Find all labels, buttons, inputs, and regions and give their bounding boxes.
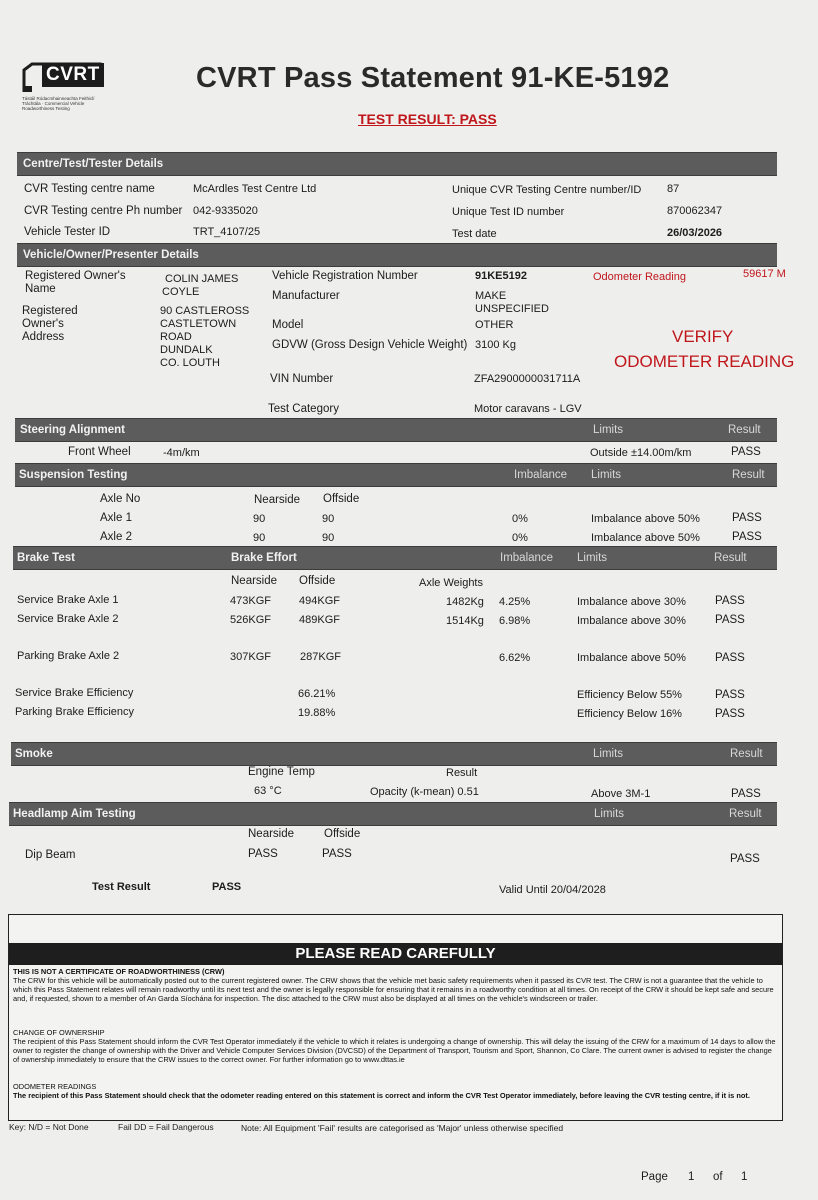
suspension-result: PASS: [732, 531, 762, 543]
address-line-1: 90 CASTLEROSS: [160, 305, 250, 317]
limits-column-label: Limits: [591, 469, 622, 481]
page-label: Page: [641, 1171, 668, 1183]
smoke-result-header: Result: [446, 767, 478, 779]
brake-row-label: Parking Brake Axle 2: [17, 650, 120, 662]
crw-title: THIS IS NOT A CERTIFICATE OF ROADWORTHINESS (CRW): [13, 967, 225, 976]
brake-offside: 489KGF: [299, 614, 340, 626]
logo-text: CVRT: [42, 63, 104, 87]
suspension-imbalance: 0%: [512, 513, 528, 525]
manufacturer-value-1: MAKE: [475, 290, 507, 302]
notice-heading: PLEASE READ CAREFULLY: [9, 943, 782, 965]
crw-text: The CRW for this vehicle will be automatically posted out to the current registered owner. The CRW shows that the vehicle met basic safety requirements when it passed its CVR test. The CRW is not a guarantee that the vehicle to which this Pass Statement relates will remain roadworthy until its next test and the owner is legally responsible for ensuring that it remains in a roadworthy condition at all times. On receipt of the CRW it should be kept safe and secure and, if requested, shown to a member of An Garda Síochána for inspection. The disc attached to the CRW must also be displayed at all times on the vehicle's windscreen or trailer.: [13, 976, 774, 1003]
result-column-label: Result: [732, 469, 765, 481]
page-total: 1: [741, 1171, 748, 1183]
brake-nearside: 307KGF: [230, 651, 271, 663]
notice-box: [8, 914, 783, 1121]
odometer-notice-title: ODOMETER READINGS: [13, 1082, 97, 1091]
section-title: Centre/Test/Tester Details: [23, 158, 164, 170]
address-line-2: CASTLETOWN: [160, 318, 237, 330]
test-id-value: 870062347: [667, 205, 723, 217]
front-wheel-result: PASS: [731, 446, 761, 458]
efficiency-limit: Efficiency Below 16%: [577, 708, 682, 720]
smoke-limit: Above 3M-1: [591, 788, 651, 800]
front-wheel-limit: Outside ±14.00m/km: [590, 447, 692, 459]
section-title: Brake Test: [17, 552, 75, 564]
suspension-offside: 90: [322, 513, 335, 525]
model-value: OTHER: [475, 319, 514, 331]
test-category-label: Test Category: [268, 403, 339, 415]
headlamp-nearside-header: Nearside: [248, 828, 295, 840]
section-bar-centre: [17, 152, 777, 176]
suspension-limit: Imbalance above 50%: [591, 532, 700, 544]
brake-result: PASS: [715, 614, 745, 626]
odometer-value: 59617 M: [743, 268, 786, 280]
limits-column-label: Limits: [594, 808, 625, 820]
address-line-3: ROAD: [160, 331, 192, 343]
gdvw-label: GDVW (Gross Design Vehicle Weight): [272, 339, 468, 351]
key-not-done: Key: N/D = Not Done: [9, 1122, 89, 1132]
logo-subtitle: Tástáil Ródacmhainneachta Feithiclí Tráchtála · Commercial Vehicle Roadworthiness Testing: [22, 96, 95, 111]
owner-name-1: COLIN JAMES: [165, 273, 239, 285]
brake-result: PASS: [715, 652, 745, 664]
address-label-3: Address: [22, 331, 65, 343]
test-result-label: Test Result: [92, 881, 151, 893]
smoke-result: PASS: [731, 788, 761, 800]
nearside-header: Nearside: [254, 494, 301, 506]
brake-nearside-header: Nearside: [231, 575, 278, 587]
brake-offside-header: Offside: [299, 575, 336, 587]
limits-column-label: Limits: [577, 552, 608, 564]
front-wheel-value: -4m/km: [163, 447, 200, 459]
brake-imbalance: 4.25%: [499, 596, 531, 608]
brake-offside: 494KGF: [299, 595, 340, 607]
efficiency-value: 19.88%: [298, 707, 336, 719]
registration-label: Vehicle Registration Number: [272, 270, 418, 282]
test-date-label: Test date: [452, 228, 497, 240]
suspension-axle: Axle 1: [100, 512, 132, 524]
imbalance-column-label: Imbalance: [500, 552, 554, 564]
owner-name-2: COYLE: [162, 286, 200, 298]
valid-until: Valid Until 20/04/2028: [499, 884, 606, 896]
vin-label: VIN Number: [270, 373, 334, 385]
verify-annotation-1: VERIFY: [672, 327, 734, 346]
result-column-label: Result: [730, 748, 763, 760]
cvrt-logo: [22, 60, 106, 111]
dip-beam-result: PASS: [730, 853, 760, 865]
section-bar-brake: [13, 546, 777, 570]
page-of: of: [713, 1171, 723, 1183]
headlamp-offside-header: Offside: [324, 828, 361, 840]
brake-row-label: Service Brake Axle 1: [17, 594, 119, 606]
suspension-result: PASS: [732, 512, 762, 524]
brake-axle-weight: 1482Kg: [446, 596, 484, 608]
centre-name-label: CVR Testing centre name: [24, 183, 155, 195]
manufacturer-value-2: UNSPECIFIED: [475, 303, 549, 315]
limits-column-label: Limits: [593, 424, 624, 436]
address-line-4: DUNDALK: [160, 344, 213, 356]
brake-effort-column-label: Brake Effort: [231, 552, 297, 564]
section-bar-smoke: [11, 742, 777, 766]
test-result-value: PASS: [212, 881, 242, 893]
section-bar-headlamp: [9, 802, 777, 826]
brake-limit: Imbalance above 50%: [577, 652, 686, 664]
imbalance-column-label: Imbalance: [514, 469, 568, 481]
suspension-limit: Imbalance above 50%: [591, 513, 700, 525]
suspension-axle: Axle 2: [100, 531, 132, 543]
centre-phone-value: 042-9335020: [193, 205, 258, 217]
dip-beam-offside: PASS: [322, 848, 352, 860]
brake-imbalance: 6.98%: [499, 615, 531, 627]
registration-value: 91KE5192: [475, 270, 527, 282]
centre-name-value: McArdles Test Centre Ltd: [193, 183, 317, 195]
brake-imbalance: 6.62%: [499, 652, 531, 664]
brake-limit: Imbalance above 30%: [577, 596, 686, 608]
footer-note: Note: All Equipment 'Fail' results are categorised as 'Major' unless otherwise specified: [241, 1123, 564, 1133]
brake-limit: Imbalance above 30%: [577, 615, 686, 627]
suspension-nearside: 90: [253, 513, 266, 525]
gdvw-value: 3100 Kg: [475, 339, 516, 351]
section-bar-vehicle: [17, 243, 777, 267]
dip-beam-nearside: PASS: [248, 848, 278, 860]
brake-nearside: 526KGF: [230, 614, 271, 626]
address-label-1: Registered: [22, 305, 78, 317]
offside-header: Offside: [323, 493, 360, 505]
page-number: 1: [688, 1171, 695, 1183]
brake-axle-weight: 1514Kg: [446, 615, 484, 627]
suspension-imbalance: 0%: [512, 532, 528, 544]
model-label: Model: [272, 319, 304, 331]
brake-row-label: Service Brake Axle 2: [17, 613, 119, 625]
section-title: Steering Alignment: [20, 424, 125, 436]
brake-nearside: 473KGF: [230, 595, 271, 607]
owner-name-label-1: Registered Owner's: [25, 270, 126, 282]
manufacturer-label: Manufacturer: [272, 290, 340, 302]
test-id-label: Unique Test ID number: [452, 206, 565, 218]
efficiency-result: PASS: [715, 689, 745, 701]
engine-temp-label: Engine Temp: [248, 766, 315, 778]
verify-annotation-2: ODOMETER READING: [614, 352, 795, 371]
tester-id-value: TRT_4107/25: [193, 226, 261, 238]
section-bar-suspension: [15, 463, 777, 487]
result-column-label: Result: [728, 424, 761, 436]
section-title: Vehicle/Owner/Presenter Details: [23, 249, 199, 261]
efficiency-label: Service Brake Efficiency: [15, 687, 134, 699]
section-title: Smoke: [15, 748, 53, 760]
tester-id-label: Vehicle Tester ID: [24, 226, 111, 238]
test-result-heading: TEST RESULT: PASS: [358, 111, 497, 127]
result-column-label: Result: [714, 552, 747, 564]
suspension-nearside: 90: [253, 532, 266, 544]
odometer-notice-text: The recipient of this Pass Statement should check that the odometer reading entered on this statement is correct and inform the CVR Test Operator immediately, before leaving the CVR testing centre, if it is not.: [13, 1091, 750, 1100]
engine-temp-value: 63 °C: [254, 785, 282, 797]
key-fail-dangerous: Fail DD = Fail Dangerous: [118, 1122, 214, 1132]
efficiency-value: 66.21%: [298, 688, 336, 700]
result-column-label: Result: [729, 808, 762, 820]
section-bar-steering: [15, 418, 777, 442]
page-title: CVRT Pass Statement 91-KE-5192: [196, 62, 670, 94]
section-title: Headlamp Aim Testing: [13, 808, 136, 820]
centre-number-value: 87: [667, 183, 680, 195]
test-date-value: 26/03/2026: [667, 227, 723, 239]
section-title: Suspension Testing: [19, 469, 128, 481]
address-line-5: CO. LOUTH: [160, 357, 220, 369]
limits-column-label: Limits: [593, 748, 624, 760]
efficiency-limit: Efficiency Below 55%: [577, 689, 682, 701]
front-wheel-label: Front Wheel: [68, 446, 131, 458]
axle-no-header: Axle No: [100, 493, 141, 505]
efficiency-result: PASS: [715, 708, 745, 720]
owner-name-label-2: Name: [25, 283, 56, 295]
axle-weights-header: Axle Weights: [419, 577, 483, 589]
brake-offside: 287KGF: [300, 651, 341, 663]
centre-number-label: Unique CVR Testing Centre number/ID: [452, 184, 642, 196]
ownership-title: CHANGE OF OWNERSHIP: [13, 1028, 105, 1037]
test-category-value: Motor caravans - LGV: [474, 403, 582, 415]
centre-phone-label: CVR Testing centre Ph number: [24, 205, 183, 217]
odometer-label: Odometer Reading: [593, 271, 686, 283]
ownership-text: The recipient of this Pass Statement should inform the CVR Test Operator immediately if the vehicle to which it relates is undergoing a change of ownership. This will delay the issuing of the CRW for a maximum of 14 days to allow the owner to register the change of ownership with the Driver and Vehicle Computer Services Division (DVCSD) of the Department of Transport, Tourism and Sport, Shannon, Co Clare. The current owner is advised to register the change of ownership immediately to ensure that the CRW issues to the correct owner. For further information go to www.dttas.ie: [13, 1037, 776, 1064]
opacity-value: Opacity (k-mean) 0.51: [370, 786, 479, 798]
suspension-offside: 90: [322, 532, 335, 544]
efficiency-label: Parking Brake Efficiency: [15, 706, 135, 718]
address-label-2: Owner's: [22, 318, 64, 330]
vin-value: ZFA2900000031711A: [474, 373, 581, 385]
brake-result: PASS: [715, 595, 745, 607]
dip-beam-label: Dip Beam: [25, 849, 76, 861]
